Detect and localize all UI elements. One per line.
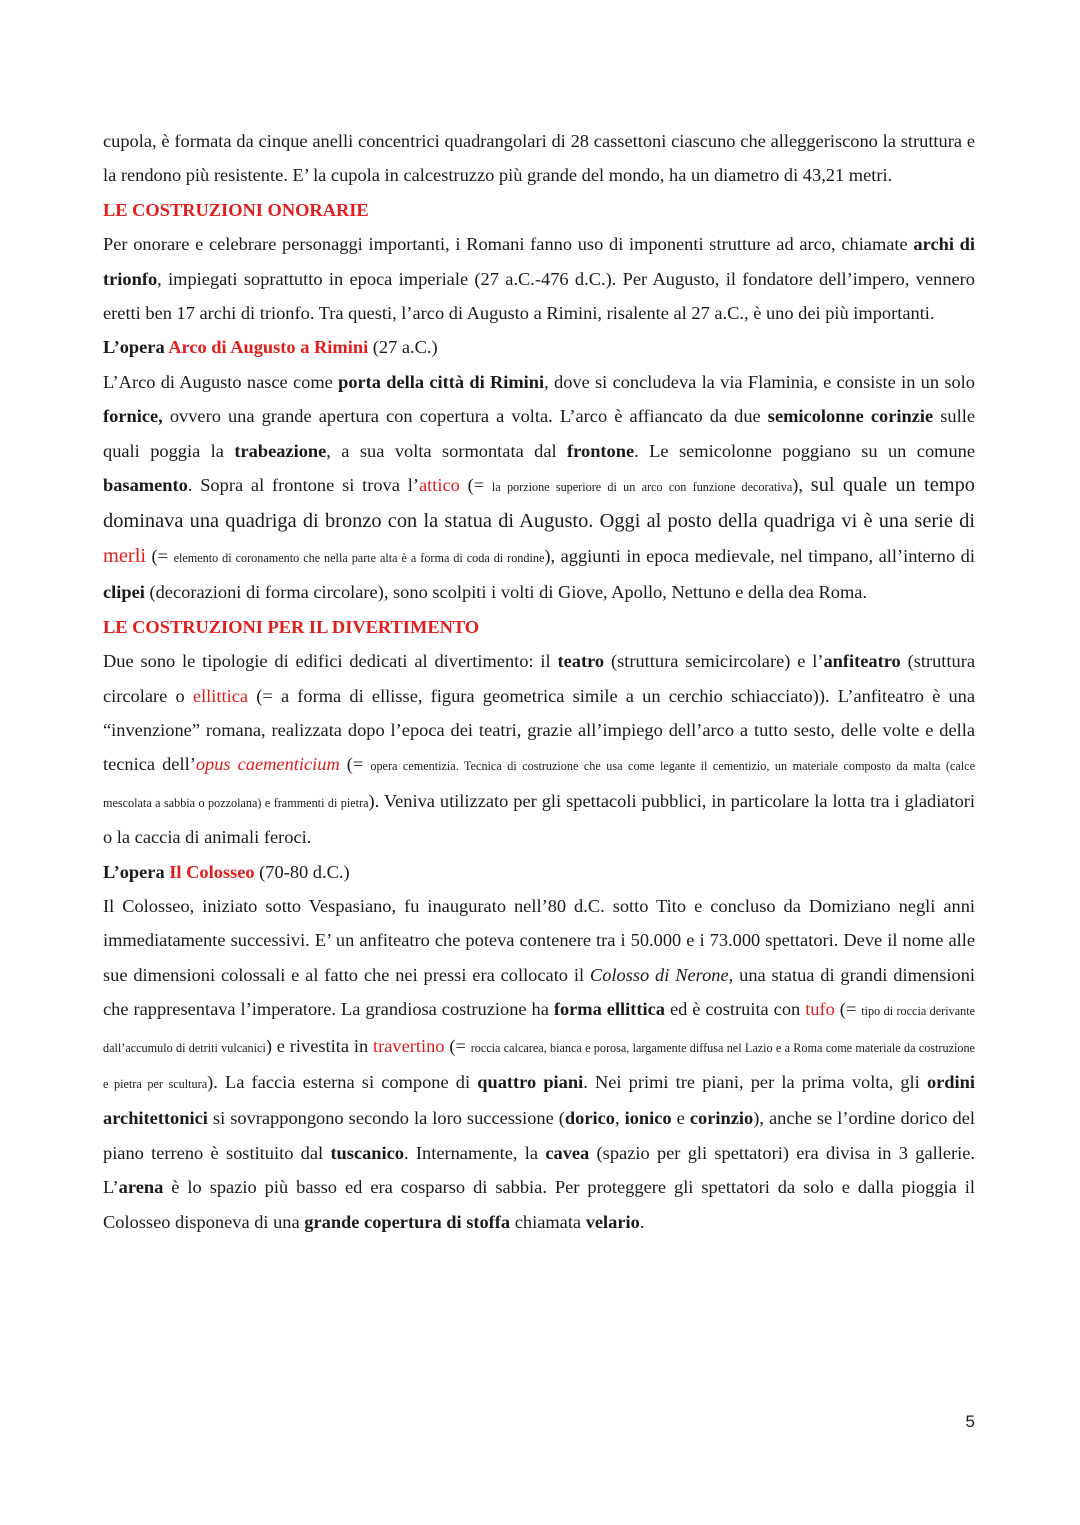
paragraph-anfiteatro: Due sono le tipologie di edifici dedicati al divertimento: il teatro (struttura semicircolare) e l’anfiteatro (struttura circolare o ellittica (= a forma di ellisse, figura geometrica simile a un cerchio schiacciato)). L’anfiteatro è una “invenzione” romana, realizzata dopo l’epoca dei teatri, grazie all’impiego dell’arco a tutto sesto, delle volte e della tecnica dell’opus caementicium (= opera cementizia. Tecnica di costruzione che usa come legante il cementizio, un materiale composto da malta (calce mescolata a sabbia o pozzolana) e frammenti di pietra). Veniva utilizzato per gli spettacoli pubblici, in particolare la lotta tra i gladiatori o la caccia di animali feroci. <box>103 651 975 848</box>
section-heading-onorarie: LE COSTRUZIONI ONORARIE <box>103 199 369 220</box>
page-number: 5 <box>965 1412 975 1431</box>
paragraph-archi-trionfo: Per onorare e celebrare personaggi importanti, i Romani fanno uso di imponenti strutture ad arco, chiamate archi di trionfo, impiegati soprattutto in epoca imperiale (27 a.C.-476 d.C.). Per Augusto, il fondatore dell’impero, vennero eretti ben 17 archi di trionfo. Tra questi, l’arco di Augusto a Rimini, risalente al 27 a.C., è uno dei più importanti. <box>103 234 975 324</box>
paragraph-colosseo: Il Colosseo, iniziato sotto Vespasiano, fu inaugurato nell’80 d.C. sotto Tito e concluso da Domiziano negli anni immediatamente successivi. E’ un anfiteatro che poteva contenere tra i 50.000 e i 73.000 spettatori. Deve il nome alle sue dimensioni colossali e al fatto che nei pressi era collocato il Colosso di Nerone, una statua di grandi dimensioni che rappresentava l’imperatore. La grandiosa costruzione ha forma ellittica ed è costruita con tufo (= tipo di roccia derivante dall’accumulo di detriti vulcanici) e rivestita in travertino (= roccia calcarea, bianca e porosa, largamente diffusa nel Lazio e a Roma come materiale da costruzione e pietra per scultura). La faccia esterna si compone di quattro piani. Nei primi tre piani, per la prima volta, gli ordini architettonici si sovrappongono secondo la loro successione (dorico, ionico e corinzio), anche se l’ordine dorico del piano terreno è sostituito dal tuscanico. Internamente, la cavea (spazio per gli spettatori) era divisa in 3 gallerie. L’arena è lo spazio più basso ed era cosparso di sabbia. Per proteggere gli spettatori da solo e dalla pioggia il Colosseo disponeva di una grande copertura di stoffa chiamata velario. <box>103 895 976 1232</box>
opera-title-arco: L’opera Arco di Augusto a Rimini (27 a.C.) <box>103 337 438 358</box>
paragraph-cupola: cupola, è formata da cinque anelli concentrici quadrangolari di 28 cassettoni ciascuno che alleggeriscono la struttura e la rendono più resistente. E’ la cupola in calcestruzzo più grande del mondo, ha un diametro di 43,21 metri. <box>103 131 975 186</box>
paragraph-arco-augusto: L’Arco di Augusto nasce come porta della città di Rimini, dove si concludeva la via Flaminia, e consiste in un solo fornice, ovvero una grande apertura con copertura a volta. L’arco è affiancato da due semicolonne corinzie sulle quali poggia la trabeazione, a sua volta sormontata dal frontone. Le semicolonne poggiano su un comune basamento. Sopra al frontone si trova l’attico (= la porzione superiore di un arco con funzione decorativa), sul quale un tempo dominava una quadriga di bronzo con la statua di Augusto. Oggi al posto della quadriga vi è una serie di merli (= elemento di coronamento che nella parte alta è a forma di coda di rondine), aggiunti in epoca medievale, nel timpano, all’interno di clipei (decorazioni di forma circolare), sono scolpiti i volti di Giove, Apollo, Nettuno e della dea Roma. <box>103 371 975 603</box>
document-page <box>103 124 975 1239</box>
opera-title-colosseo: L’opera Il Colosseo (70-80 d.C.) <box>103 861 350 882</box>
section-heading-divertimento: LE COSTRUZIONI PER IL DIVERTIMENTO <box>103 616 480 637</box>
